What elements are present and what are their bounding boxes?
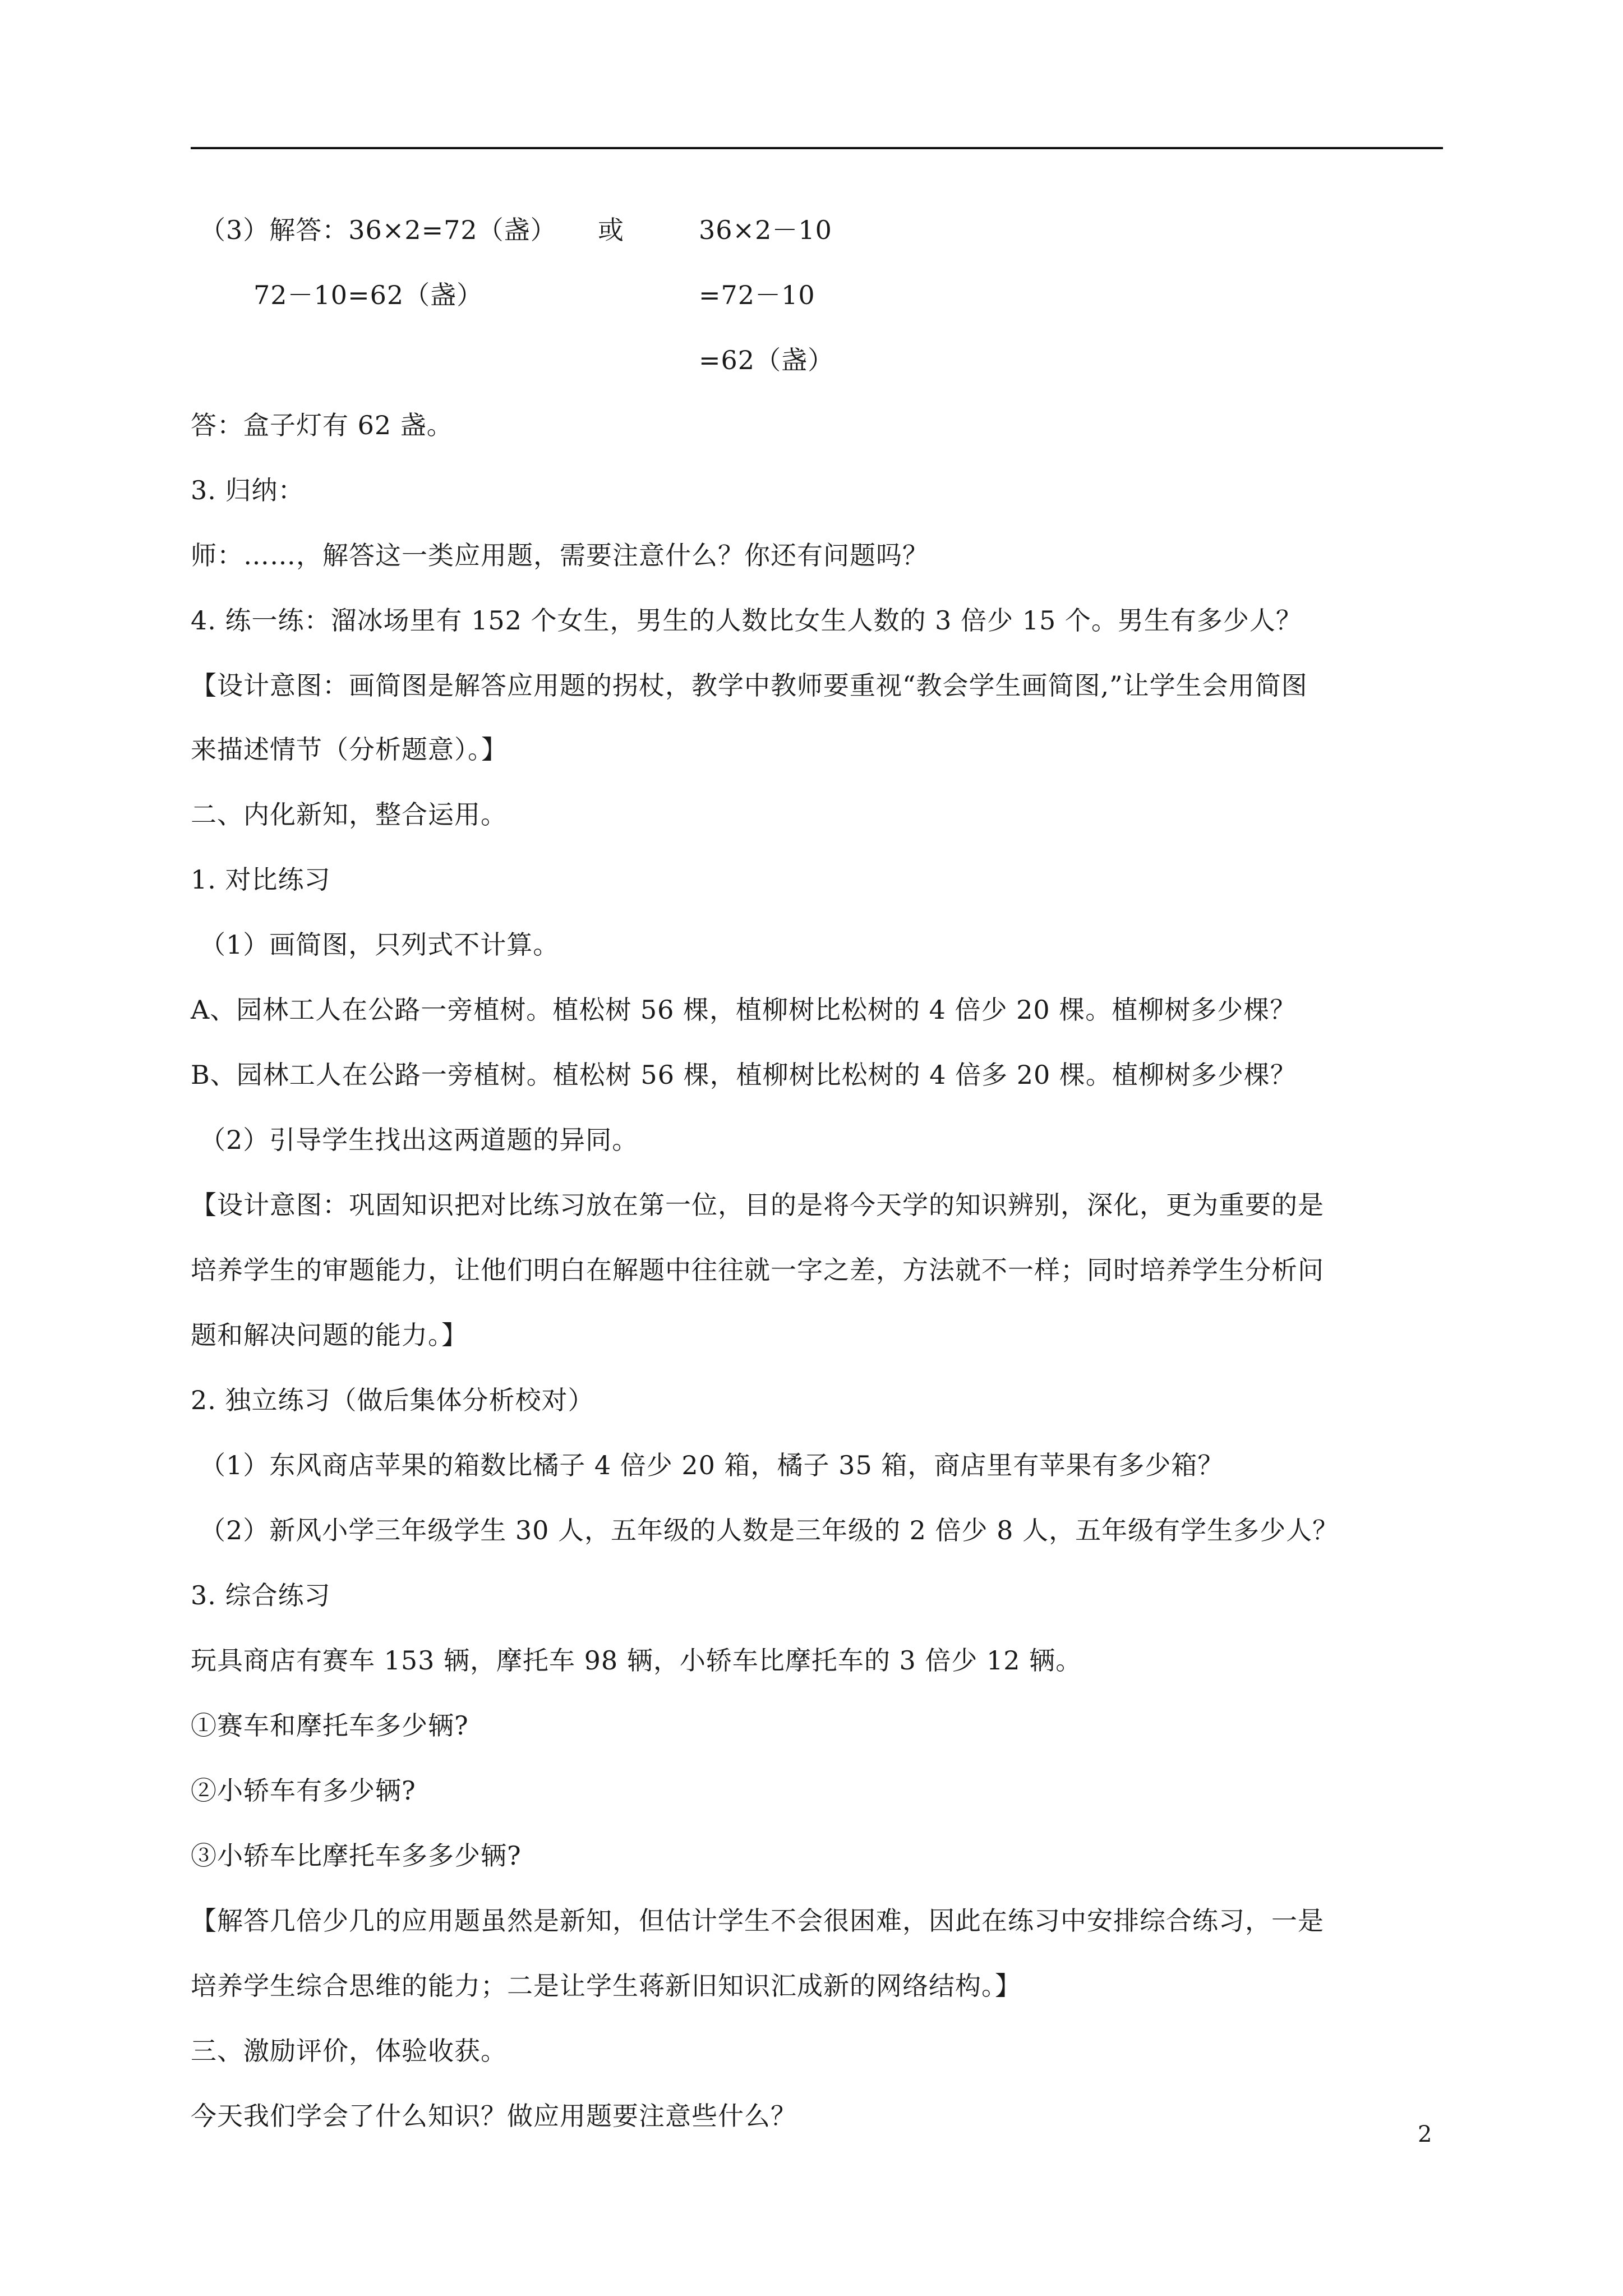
independent-problem-1: （1）东风商店苹果的箱数比橘子 4 倍少 20 箱，橘子 35 箱，商店里有苹果有多少箱？ <box>200 1450 1224 1480</box>
calc-row1-right: 36×2－10 <box>699 215 832 245</box>
practice-problem: 4. 练一练：溜冰场里有 152 个女生，男生的人数比女生人数的 3 倍少 15 个。男生有多少人？ <box>191 605 1302 636</box>
contrast-step-2: （2）引导学生找出这两道题的异同。 <box>200 1125 639 1155</box>
contrast-step-1: （1）画简图，只列式不计算。 <box>200 930 560 960</box>
problem-b: B、园林工人在公路一旁植树。植松树 56 棵，植柳树比松树的 4 倍多 20 棵。植柳树多少棵？ <box>191 1060 1297 1090</box>
question-3: ③小轿车比摩托车多多少辆? <box>191 1841 522 1871</box>
comprehensive-practice-heading: 3. 综合练习 <box>191 1580 331 1611</box>
design-note-3-line-1: 【解答几倍少几的应用题虽然是新知，但估计学生不会很困难，因此在练习中安排综合练习，一是 <box>191 1906 1324 1936</box>
question-1: ①赛车和摩托车多少辆? <box>191 1710 469 1741</box>
design-note-1-line-2: 来描述情节（分析题意）。】 <box>191 734 508 765</box>
page-number: 2 <box>1418 2122 1432 2147</box>
header-rule <box>191 147 1443 149</box>
problem-a: A、园林工人在公路一旁植树。植松树 56 棵，植柳树比松树的 4 倍少 20 棵。植柳树多少棵？ <box>191 995 1297 1025</box>
independent-problem-2: （2）新风小学三年级学生 30 人，五年级的人数是三年级的 2 倍少 8 人，五年级有学生多少人？ <box>200 1515 1339 1545</box>
comprehensive-problem: 玩具商店有赛车 153 辆，摩托车 98 辆，小轿车比摩托车的 3 倍少 12 辆。 <box>191 1645 1082 1676</box>
design-note-2-line-1: 【设计意图：巩固知识把对比练习放在第一位，目的是将今天学的知识辨别，深化，更为重要的是 <box>191 1190 1324 1220</box>
teacher-question: 师：……，解答这一类应用题，需要注意什么？你还有问题吗？ <box>191 540 929 570</box>
section-summary-heading: 3. 归纳： <box>191 475 305 505</box>
section-2-heading: 二、内化新知，整合运用。 <box>191 799 507 830</box>
calc-row3-right: =62（盏） <box>699 345 834 375</box>
section-3-heading: 三、激励评价，体验收获。 <box>191 2036 507 2066</box>
design-note-1-line-1: 【设计意图：画简图是解答应用题的拐杖，教学中教师要重视“教会学生画简图,”让学生会用简图 <box>191 670 1308 701</box>
calc-row1-left: （3）解答：36×2=72（盏） <box>200 215 557 245</box>
design-note-2-line-2: 培养学生的审题能力，让他们明白在解题中往往就一字之差，方法就不一样；同时培养学生分析问 <box>191 1255 1324 1285</box>
design-note-2-line-3: 题和解决问题的能力。】 <box>191 1320 468 1350</box>
answer-line: 答：盒子灯有 62 盏。 <box>191 410 453 440</box>
design-note-3-line-2: 培养学生综合思维的能力；二是让学生蒋新旧知识汇成新的网络结构。】 <box>191 1971 1021 2001</box>
calc-row2-right: =72－10 <box>699 280 815 310</box>
question-2: ②小轿车有多少辆? <box>191 1775 416 1806</box>
independent-practice-heading: 2. 独立练习（做后集体分析校对） <box>191 1385 594 1415</box>
contrast-practice-heading: 1. 对比练习 <box>191 864 331 895</box>
calc-row1-or: 或 <box>598 215 624 245</box>
calc-row2-left: 72－10=62（盏） <box>253 280 483 310</box>
closing-question: 今天我们学会了什么知识？做应用题要注意些什么？ <box>191 2101 797 2131</box>
